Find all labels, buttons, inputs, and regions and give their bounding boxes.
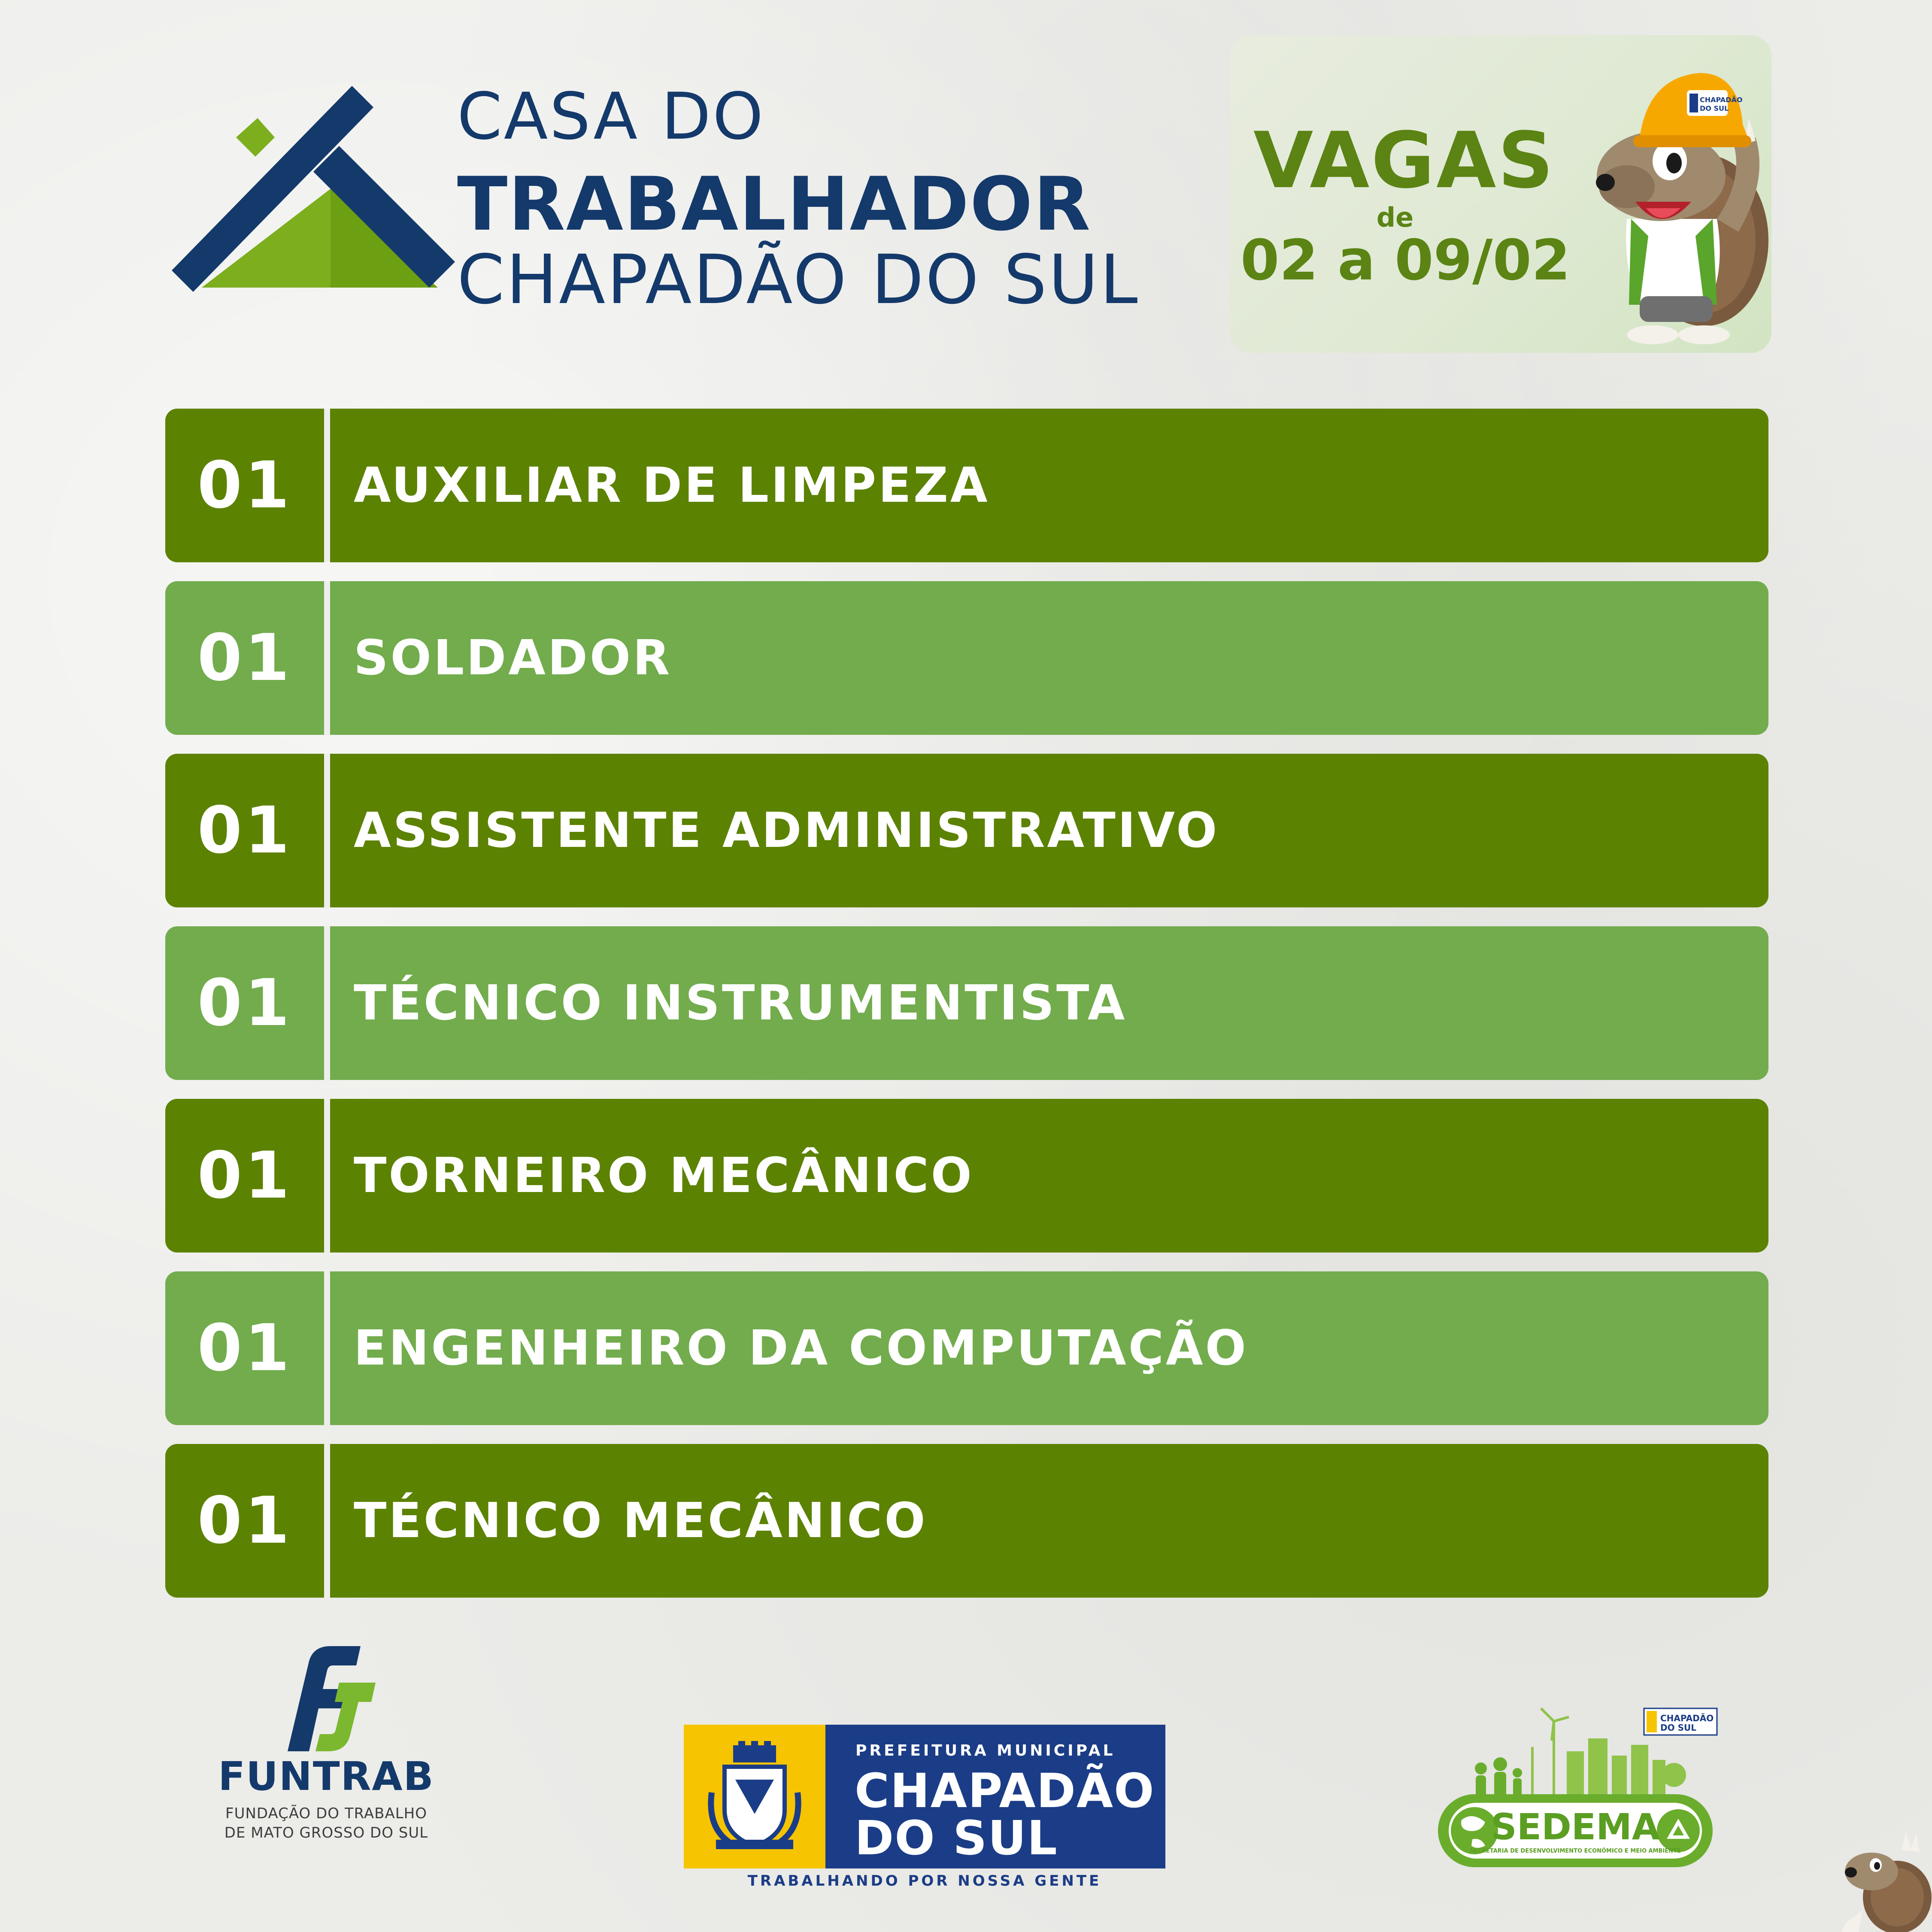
armadillo-mascot-icon (1588, 39, 1773, 348)
job-quantity: 01 (197, 1311, 292, 1386)
job-separator (324, 581, 330, 735)
house-roof-logo-icon (172, 82, 455, 296)
header-title-line1: CASA DO (457, 79, 765, 154)
coat-of-arms-icon (703, 1741, 806, 1853)
armadillo-corner-icon (1837, 1824, 1932, 1932)
job-quantity: 01 (197, 621, 292, 695)
job-separator (324, 409, 330, 562)
job-title: AUXILIAR DE LIMPEZA (354, 458, 990, 513)
job-separator (324, 1099, 330, 1253)
header-title-line2: TRABALHADOR (457, 161, 1092, 247)
vagas-de: de (1376, 202, 1414, 233)
sedema-gear-logo-icon (1425, 1700, 1726, 1880)
prefeitura-logo (684, 1725, 1165, 1868)
job-title: ASSISTENTE ADMINISTRATIVO (354, 803, 1219, 858)
job-separator (324, 1444, 330, 1598)
job-row (165, 1444, 1768, 1598)
sedema-badge-line1: CHAPADÃO (1660, 1713, 1714, 1723)
sedema-badge-line2: DO SUL (1660, 1723, 1696, 1733)
vagas-date-range: 02 a 09/02 (1240, 227, 1571, 293)
header-title-line3: CHAPADÃO DO SUL (457, 240, 1140, 319)
job-row (165, 409, 1768, 562)
job-separator (324, 754, 330, 907)
mascot-badge-line1: CHAPADÃO (1700, 96, 1743, 104)
job-quantity: 01 (197, 1483, 292, 1558)
job-quantity: 01 (197, 448, 292, 523)
sedema-name: SEDEMA (1491, 1806, 1660, 1848)
funtrab-logo-icon (275, 1644, 378, 1751)
job-row (165, 1271, 1768, 1425)
funtrab-name: FUNTRAB (218, 1753, 434, 1799)
job-quantity: 01 (197, 966, 292, 1040)
job-separator (324, 1271, 330, 1425)
job-row (165, 754, 1768, 907)
job-title: TORNEIRO MECÂNICO (354, 1148, 974, 1204)
job-quantity: 01 (197, 793, 292, 868)
sedema-subtitle: SECRETARIA DE DESENVOLVIMENTO ECONÔMICO E MEIO AMBIENTE (1470, 1848, 1681, 1854)
job-row (165, 1099, 1768, 1253)
job-title: TÉCNICO INSTRUMENTISTA (354, 975, 1127, 1031)
job-row (165, 581, 1768, 735)
job-separator (324, 926, 330, 1080)
prefeitura-name-line1: CHAPADÃO (855, 1763, 1155, 1818)
job-title: SOLDADOR (354, 630, 672, 686)
mascot-badge-line2: DO SUL (1700, 104, 1729, 112)
job-title: ENGENHEIRO DA COMPUTAÇÃO (354, 1320, 1248, 1376)
funtrab-subtitle-line2: DE MATO GROSSO DO SUL (224, 1824, 428, 1841)
prefeitura-yellow-panel (684, 1725, 825, 1868)
prefeitura-top-label: PREFEITURA MUNICIPAL (855, 1742, 1116, 1759)
funtrab-subtitle-line1: FUNDAÇÃO DO TRABALHO (225, 1805, 427, 1822)
job-list (165, 409, 1768, 1617)
prefeitura-blue-panel (825, 1725, 1165, 1868)
prefeitura-name-line2: DO SUL (855, 1811, 1058, 1865)
job-row (165, 926, 1768, 1080)
job-title: TÉCNICO MECÂNICO (354, 1493, 928, 1549)
job-quantity: 01 (197, 1138, 292, 1213)
vagas-title: VAGAS (1253, 116, 1556, 206)
prefeitura-slogan: TRABALHANDO POR NOSSA GENTE (747, 1872, 1102, 1890)
